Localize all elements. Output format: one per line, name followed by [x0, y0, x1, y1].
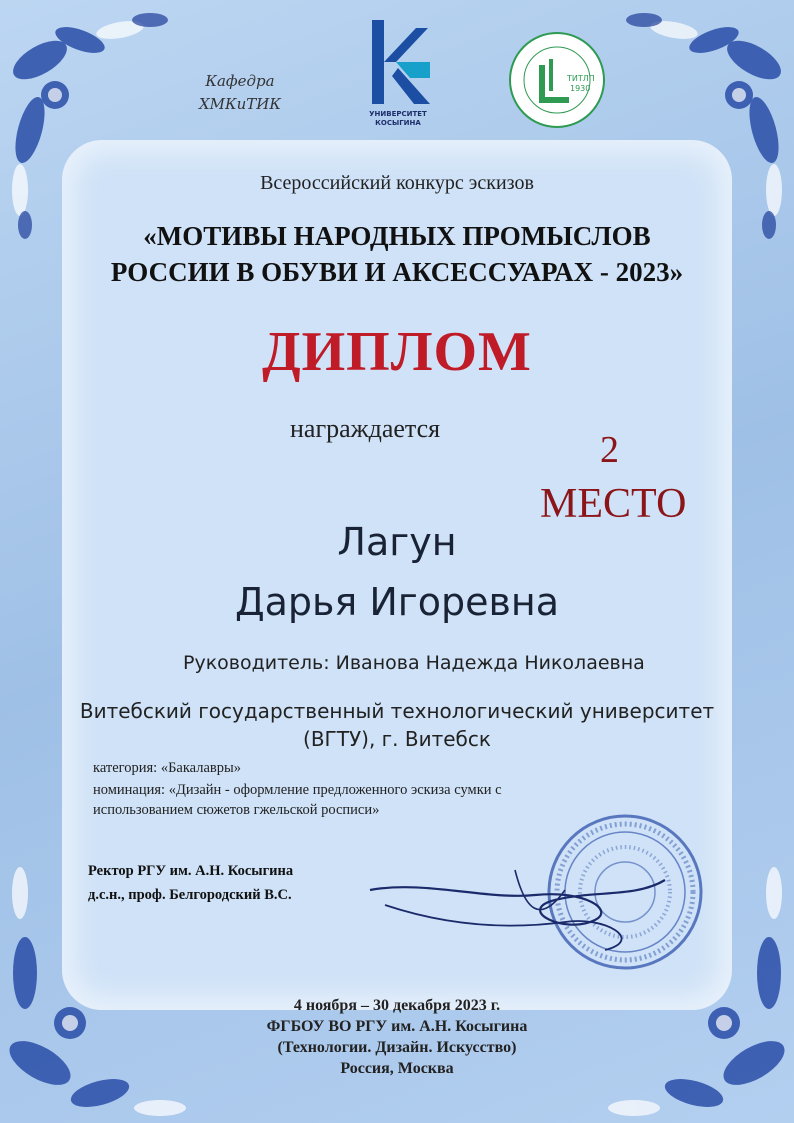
rector-line1: Ректор РГУ им. А.Н. Косыгина	[88, 863, 294, 879]
kosygin-university-logo	[358, 18, 438, 128]
contest-subtitle: Всероссийский конкурс эскизов	[260, 172, 534, 194]
recipient-name: Дарья Игоревна	[234, 580, 560, 624]
supervisor-line: Руководитель: Иванова Надежда Николаевна	[183, 652, 645, 674]
place-number: 2	[600, 429, 619, 471]
contest-title	[0, 218, 794, 290]
diploma-heading: ДИПЛОМ	[262, 321, 532, 383]
kosygin-logo-line1: УНИВЕРСИТЕТ	[369, 110, 427, 118]
department-label	[170, 70, 310, 116]
rector-signature	[365, 850, 675, 960]
rector-block	[88, 859, 293, 907]
university-line1: Витебский государственный технологический университет	[79, 699, 715, 723]
university-block	[0, 697, 794, 753]
kosygin-k-icon	[358, 18, 438, 108]
ttlp-abbr: ТИТЛП	[567, 74, 595, 83]
kosygin-logo-line2: КОСЫГИНА	[375, 119, 421, 127]
contest-title-line2: РОССИИ В ОБУВИ И АКСЕССУАРАХ - 2023»	[110, 257, 684, 287]
footer-location: Россия, Москва	[340, 1060, 454, 1077]
footer-motto: (Технологии. Дизайн. Искусство)	[277, 1039, 517, 1056]
contest-title-line1: «МОТИВЫ НАРОДНЫХ ПРОМЫСЛОВ	[143, 221, 651, 251]
awarded-label: награждается	[290, 414, 441, 443]
footer-organization: ФГБОУ ВО РГУ им. А.Н. Косыгина	[266, 1018, 528, 1035]
department-line1: Кафедра	[205, 72, 275, 90]
university-line2: (ВГТУ), г. Витебск	[303, 727, 491, 751]
nomination-line1: номинация: «Дизайн - оформление предложенного эскиза сумки с	[93, 782, 502, 798]
rector-line2: д.с.н., проф. Белгородский В.С.	[88, 887, 292, 903]
footer-block	[0, 995, 794, 1079]
footer-dates: 4 ноября – 30 декабря 2023 г.	[293, 997, 501, 1014]
department-line2: ХМКиТИК	[198, 95, 281, 113]
recipient-surname: Лагун	[337, 520, 457, 564]
nomination-line2: использованием сюжетов гжельской росписи»	[93, 802, 380, 818]
category-line: категория: «Бакалавры»	[93, 760, 241, 776]
ttlp-institute-logo	[507, 25, 607, 135]
ttlp-year: 1930	[570, 84, 591, 93]
place-word: МЕСТО	[540, 481, 687, 527]
